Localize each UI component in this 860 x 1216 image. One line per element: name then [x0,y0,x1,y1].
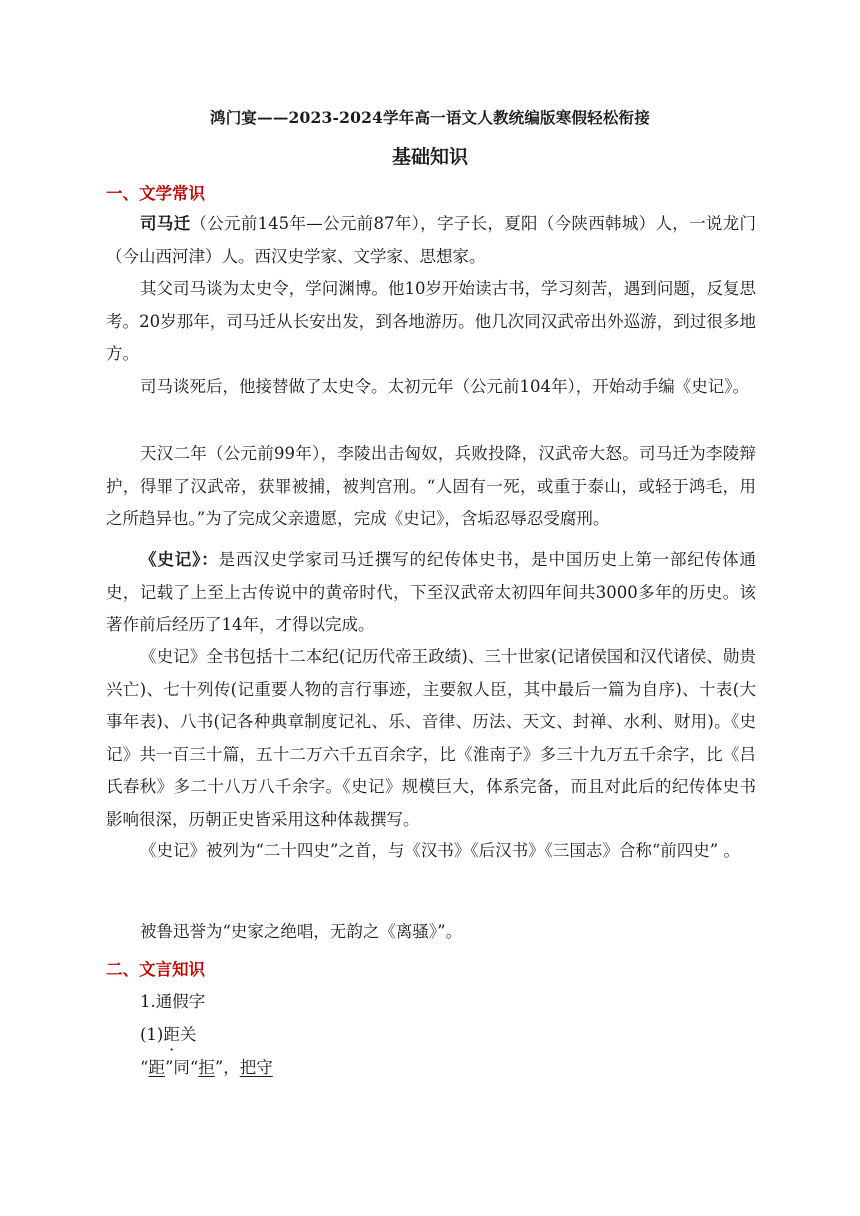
example-number: (1) [140,1025,164,1044]
paragraph-lu-xun: 被鲁迅誉为“史家之绝唱，无韵之《离骚》”。 [140,922,463,941]
author-intro-text: （公元前145年—公元前87年），字子长，夏阳（今陕西韩城）人，一说龙门（今山西河津）人。西汉史学家、文学家、思想家。 [106,214,756,266]
page-subtitle: 基础知识 [391,146,468,168]
paragraph-father: 其父司马谈为太史令，学问渊博。他10岁开始读古书，学习刻苦，遇到问题，反复思考。20岁那年，司马迁从长安出发，到各地游历。他几次同汉武帝出外巡游，到过很多地方。 [106,279,756,363]
explanation-ju [140,1054,273,1078]
section-heading-literature: 一、文学常识 [106,184,205,203]
char-ju-underlined: 距 [148,1058,165,1077]
author-name: 司马迁 [140,214,191,233]
list-item-tongjiazi: 1.通假字 [140,992,206,1011]
example-suffix: 关 [179,1025,197,1044]
quote-open: “ [140,1058,149,1077]
shiji-intro-text: 是西汉史学家司马迁撰写的纪传体史书，是中国历史上第一部纪传体通史，记载了上至上古传说中的黄帝时代，下至汉武帝太初四年间共3000多年的历史。该著作前后经历了14年，才得以完成。 [106,550,757,634]
example-ju-guan [140,1021,196,1045]
paragraph-shiji-structure: 《史记》全书包括十二本纪(记历代帝王政绩)、三十世家(记诸侯国和汉代诸侯、勋贵兴亡)、七十列传(记重要人物的言行事迹，主要叙人臣，其中最后一篇为自序)、十表(大事年表)、八书(记各种典章制度记礼、乐、音律、历法、天文、封禅、水利、财用)。《史记》共一百三十篇，五十二万六千五百余字，比《淮南子》多三十九万五千余字，比《吕氏春秋》多二十八万八千余字。《史记》规模巨大，体系完备，而且对此后的纪传体史书影响很深，历朝正史皆采用这种体裁撰写。 [106,647,756,829]
paragraph-author-intro [106,208,756,273]
page-title: 鸿门宴——2023-2024学年高一语文人教统编版寒假轻松衔接 [210,108,650,127]
paragraph-shiji-intro [106,544,756,642]
char-ju2-underlined: 拒 [198,1058,215,1077]
quote-close: ”， [214,1058,240,1077]
shiji-term: 《史记》： [140,550,219,569]
paragraph-taishiling: 司马谈死后，他接替做了太史令。太初元年（公元前104年），开始动手编《史记》。 [140,377,749,396]
paragraph-li-ling: 天汉二年（公元前99年），李陵出击匈奴，兵败投降，汉武帝大怒。司马迁为李陵辩护，得罪了汉武帝，获罪被捕，被判宫刑。“人固有一死，或重于泰山，或轻于鸿毛，用之所趋异也。”为了完成父亲遗愿，完成《史记》，含垢忍辱忍受腐刑。 [106,444,756,528]
paragraph-four-histories: 《史记》被列为“二十四史”之首，与《汉书》《后汉书》《三国志》合称“前四史” 。 [140,841,740,860]
section-heading-classical: 二、文言知识 [106,960,205,979]
same-as-text: ”同“ [164,1058,199,1077]
meaning-underlined: 把守 [239,1058,273,1077]
dotted-char-ju: 距 [163,1025,180,1044]
